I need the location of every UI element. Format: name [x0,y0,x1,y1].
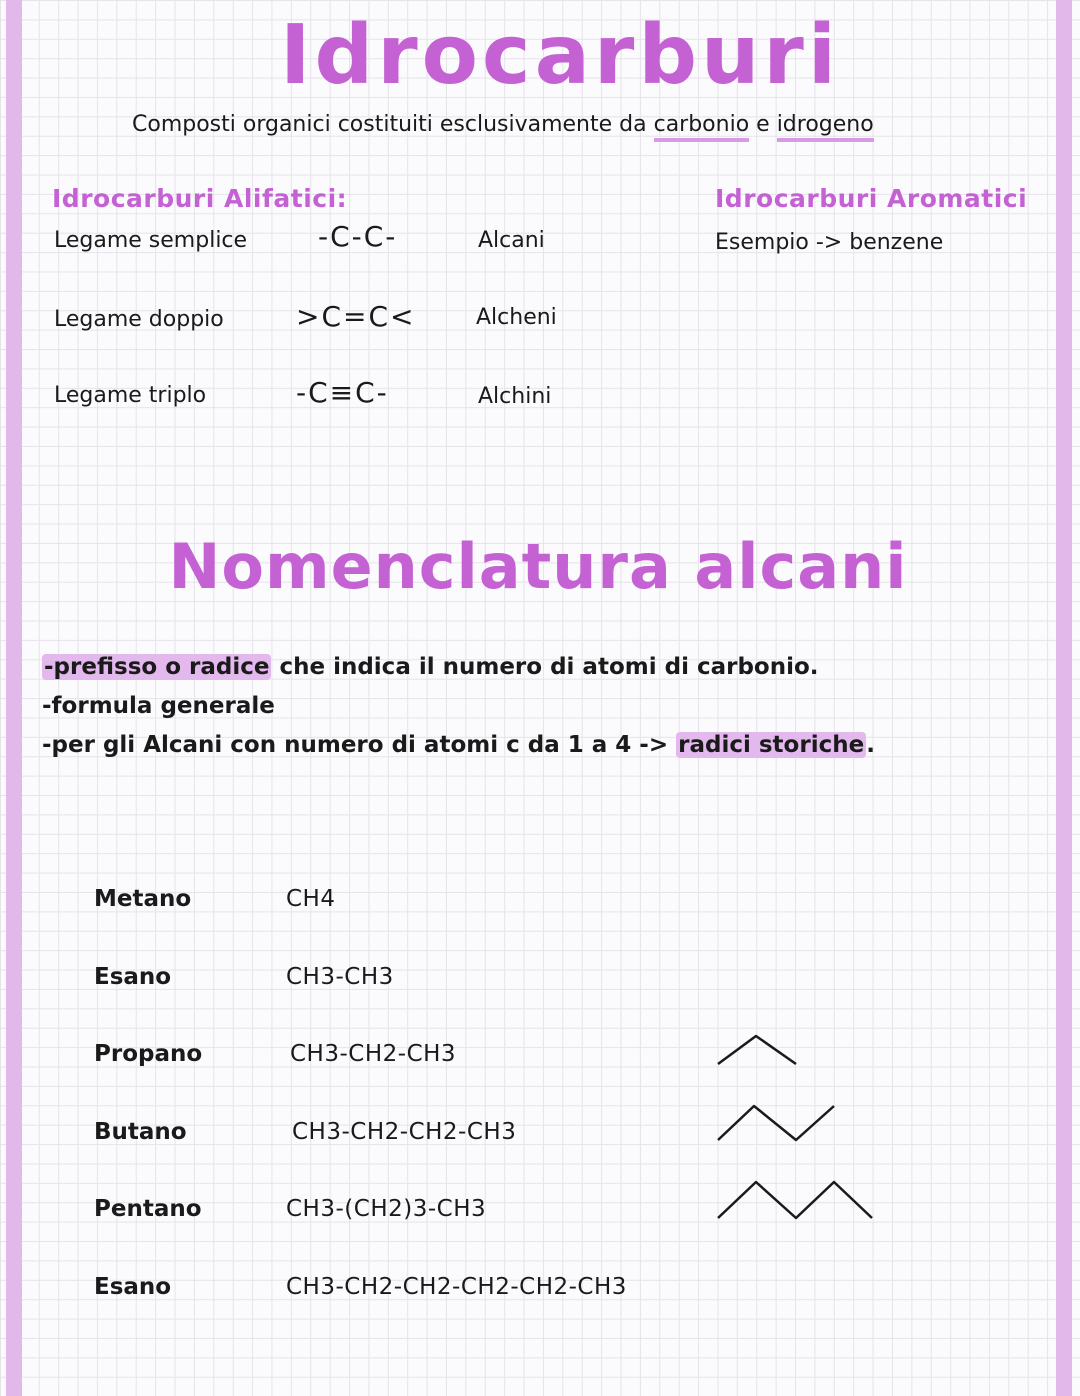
alkane-name: Propano [94,1041,203,1067]
right-border [1056,0,1072,1396]
class-alcheni: Alcheni [476,305,557,330]
pentane-skeletal-icon [712,1174,880,1222]
aliphatic-heading: Idrocarburi Alifatici: [52,184,348,213]
bond-double-formula: >C=C< [296,300,416,333]
alkane-name: Esano [94,1274,172,1300]
note-historical-highlight: radici storiche [678,732,865,758]
page-title: Idrocarburi [280,8,840,103]
alkane-formula: CH4 [286,886,336,912]
note-line-3-text: -per gli Alcani con numero di atomi c da 1 a 4 -> [42,732,677,758]
note-line-3-end: . [866,732,875,758]
subtitle-and: e [749,112,777,137]
note-line-3 [42,732,875,758]
propane-skeletal-icon [712,1030,802,1070]
alkane-formula: CH3-CH2-CH2-CH3 [292,1119,517,1145]
note-line-1 [42,654,819,680]
alkane-name: Butano [94,1119,187,1145]
bond-triple-formula: -C≡C- [296,376,389,409]
subtitle-idrogeno: idrogeno [777,112,874,142]
alkane-formula: CH3-CH2-CH3 [290,1041,457,1067]
alkane-name: Pentano [94,1196,202,1222]
bond-triple-label: Legame triplo [54,383,207,408]
page-subtitle [132,112,874,137]
bond-single-formula: -C-C- [318,220,398,253]
class-alchini: Alchini [478,384,552,409]
note-line-2: -formula generale [42,693,275,719]
note-line-1-text: che indica il numero di atomi di carbonio. [271,654,819,680]
alkane-formula: CH3-CH3 [286,964,394,990]
subtitle-text: Composti organici costituiti esclusivamente da [132,112,654,137]
aromatic-example: Esempio -> benzene [715,230,944,255]
alkane-name: Metano [94,886,192,912]
butane-skeletal-icon [712,1100,842,1146]
aromatic-heading: Idrocarburi Aromatici [715,184,1028,213]
left-border [6,0,22,1396]
alkane-formula: CH3-(CH2)3-CH3 [286,1196,487,1222]
bond-double-label: Legame doppio [54,307,224,332]
alkane-name: Esano [94,964,172,990]
note-prefix-highlight: -prefisso o radice [44,654,270,680]
class-alcani: Alcani [478,228,545,253]
nomenclature-title: Nomenclatura alcani [168,530,908,603]
subtitle-carbonio: carbonio [654,112,750,142]
alkane-formula: CH3-CH2-CH2-CH2-CH2-CH3 [286,1274,627,1300]
bond-single-label: Legame semplice [54,228,248,253]
